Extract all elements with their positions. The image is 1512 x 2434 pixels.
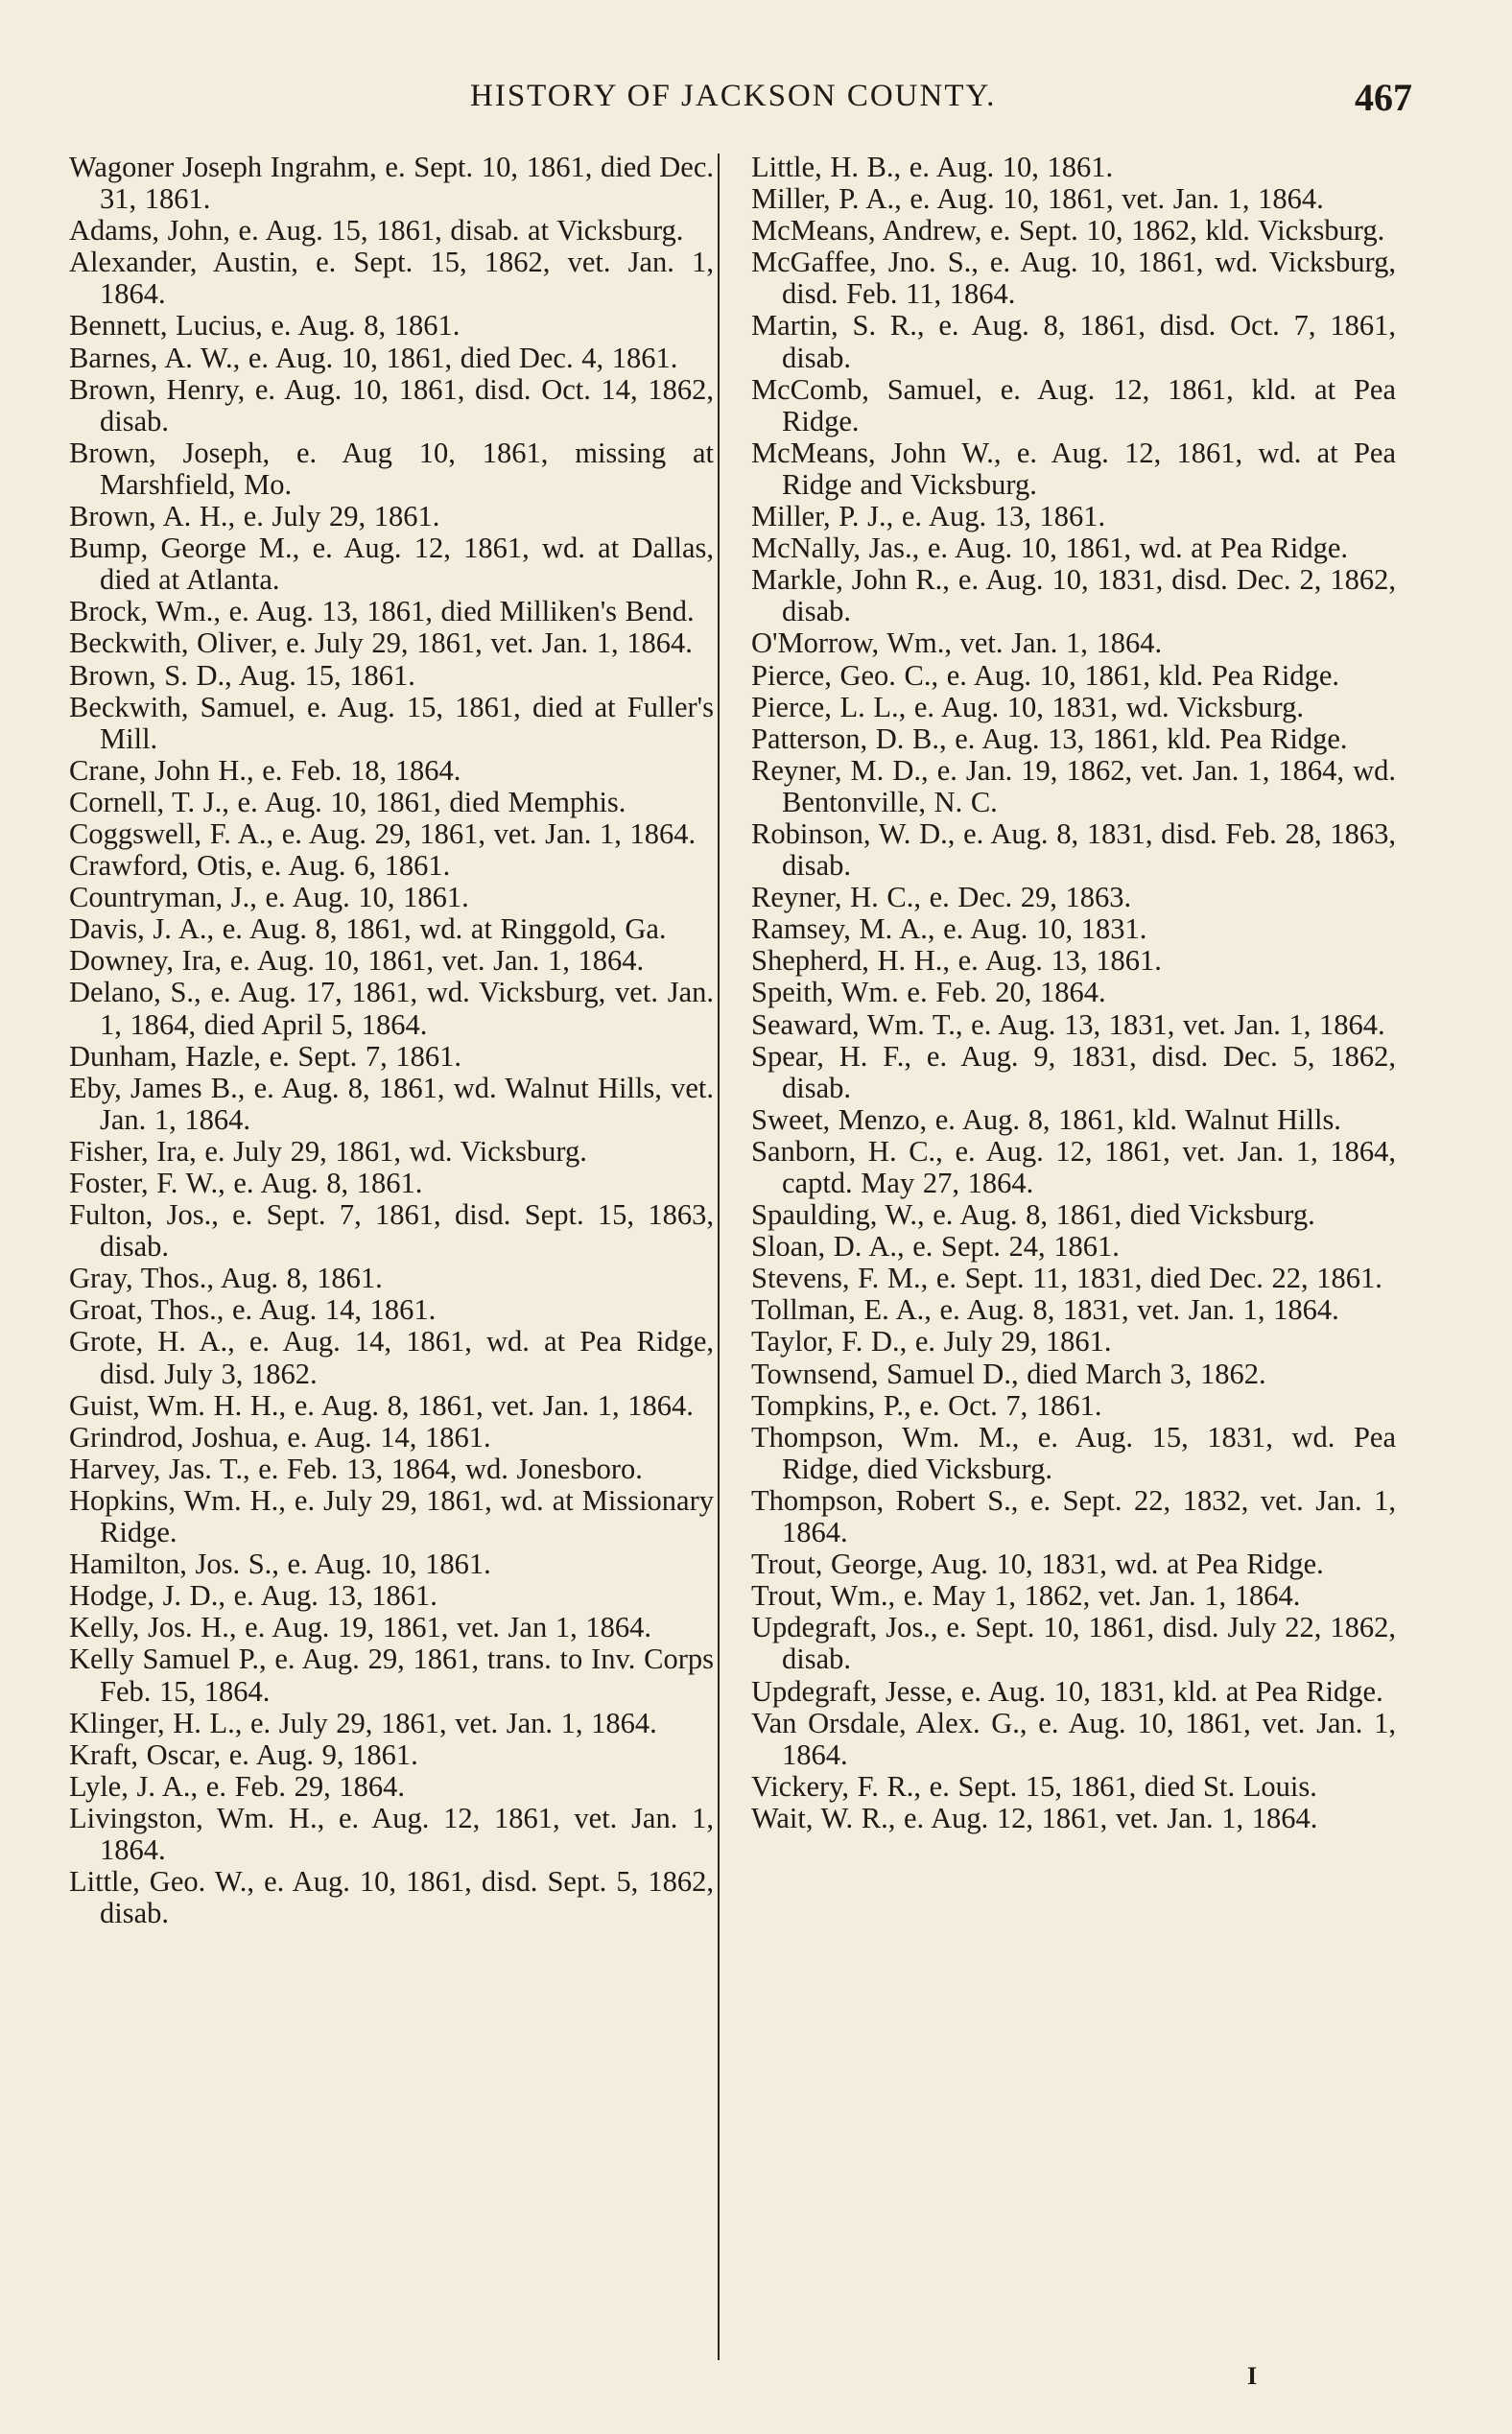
roster-entry: Updegraft, Jos., e. Sept. 10, 1861, disd. July 22, 1862, disab. [751, 1611, 1396, 1676]
roster-entry: Brown, S. D., Aug. 15, 1861. [69, 658, 415, 692]
roster-entry: Shepherd, H. H., e. Aug. 13, 1861. [751, 944, 1162, 978]
roster-entry: Brown, A. H., e. July 29, 1861. [69, 500, 440, 533]
roster-entry: Downey, Ira, e. Aug. 10, 1861, vet. Jan. 1, 1864. [69, 944, 645, 978]
roster-entry: Brown, Henry, e. Aug. 10, 1861, disd. Oct. 14, 1862, disab. [69, 372, 714, 437]
roster-entry: Vickery, F. R., e. Sept. 15, 1861, died St. Louis. [751, 1769, 1317, 1803]
column-divider [718, 154, 720, 2360]
roster-entry: Bennett, Lucius, e. Aug. 8, 1861. [69, 309, 461, 343]
roster-entry: Hodge, J. D., e. Aug. 13, 1861. [69, 1579, 437, 1613]
roster-entry: Sanborn, H. C., e. Aug. 12, 1861, vet. Jan. 1, 1864, captd. May 27, 1864. [751, 1134, 1396, 1199]
roster-entry: Beckwith, Oliver, e. July 29, 1861, vet. Jan. 1, 1864. [69, 626, 693, 660]
roster-entry: Updegraft, Jesse, e. Aug. 10, 1831, kld. at Pea Ridge. [751, 1674, 1383, 1708]
roster-entry: Thompson, Robert S., e. Sept. 22, 1832, vet. Jan. 1, 1864. [751, 1483, 1396, 1549]
left-column [69, 152, 714, 1929]
roster-entry: McMeans, Andrew, e. Sept. 10, 1862, kld. Vicksburg. [751, 214, 1385, 248]
roster-entry: Taylor, F. D., e. July 29, 1861. [751, 1325, 1112, 1359]
roster-entry: Grindrod, Joshua, e. Aug. 14, 1861. [69, 1420, 491, 1453]
roster-entry: Hopkins, Wm. H., e. July 29, 1861, wd. at Missionary Ridge. [69, 1483, 714, 1549]
roster-entry: Martin, S. R., e. Aug. 8, 1861, disd. Oct. 7, 1861, disab. [751, 309, 1396, 374]
roster-entry: Guist, Wm. H. H., e. Aug. 8, 1861, vet. Jan. 1, 1864. [69, 1388, 694, 1422]
roster-entry: Bump, George M., e. Aug. 12, 1861, wd. at Dallas, died at Atlanta. [69, 532, 714, 597]
roster-entry: Wait, W. R., e. Aug. 12, 1861, vet. Jan. 1, 1864. [751, 1801, 1318, 1834]
roster-entry: Speith, Wm. e. Feb. 20, 1864. [751, 976, 1106, 1009]
roster-entry: Sweet, Menzo, e. Aug. 8, 1861, kld. Walnut Hills. [751, 1102, 1341, 1136]
roster-entry: Robinson, W. D., e. Aug. 8, 1831, disd. Feb. 28, 1863, disab. [751, 816, 1396, 883]
roster-entry: Patterson, D. B., e. Aug. 13, 1861, kld. Pea Ridge. [751, 721, 1348, 755]
roster-entry: Stevens, F. M., e. Sept. 11, 1831, died Dec. 22, 1861. [751, 1262, 1382, 1295]
roster-entry: Ramsey, M. A., e. Aug. 10, 1831. [751, 912, 1147, 946]
roster-entry: McGaffee, Jno. S., e. Aug. 10, 1861, wd. Vicksburg, disd. Feb. 11, 1864. [751, 246, 1396, 311]
roster-entry: Thompson, Wm. M., e. Aug. 15, 1831, wd. Pea Ridge, died Vicksburg. [751, 1420, 1396, 1485]
roster-entry: Beckwith, Samuel, e. Aug. 15, 1861, died at Fuller's Mill. [69, 690, 714, 755]
roster-entry: Sloan, D. A., e. Sept. 24, 1861. [751, 1230, 1120, 1264]
roster-entry: Brock, Wm., e. Aug. 13, 1861, died Milliken's Bend. [69, 595, 695, 628]
roster-entry: O'Morrow, Wm., vet. Jan. 1, 1864. [751, 626, 1163, 660]
roster-entry: Davis, J. A., e. Aug. 8, 1861, wd. at Ringgold, Ga. [69, 912, 667, 946]
roster-entry: Reyner, M. D., e. Jan. 19, 1862, vet. Jan. 1, 1864, wd. Bentonville, N. C. [751, 753, 1396, 818]
roster-entry: Tollman, E. A., e. Aug. 8, 1831, vet. Jan. 1, 1864. [751, 1293, 1339, 1327]
roster-entry: Grote, H. A., e. Aug. 14, 1861, wd. at Pea Ridge, disd. July 3, 1862. [69, 1325, 714, 1390]
roster-entry: Crane, John H., e. Feb. 18, 1864. [69, 753, 461, 787]
roster-entry: Little, H. B., e. Aug. 10, 1861. [751, 151, 1114, 183]
roster-entry: Delano, S., e. Aug. 17, 1861, wd. Vicksburg, vet. Jan. 1, 1864, died April 5, 1864. [69, 976, 714, 1041]
roster-entry: Pierce, L. L., e. Aug. 10, 1831, wd. Vicksburg. [751, 690, 1305, 723]
roster-entry: Livingston, Wm. H., e. Aug. 12, 1861, vet. Jan. 1, 1864. [69, 1801, 714, 1866]
page-header [69, 75, 1412, 123]
page-number: 467 [1355, 76, 1412, 119]
roster-entry: Pierce, Geo. C., e. Aug. 10, 1861, kld. Pea Ridge. [751, 658, 1339, 692]
roster-entry: Coggswell, F. A., e. Aug. 29, 1861, vet. Jan. 1, 1864. [69, 816, 697, 850]
roster-entry: Alexander, Austin, e. Sept. 15, 1862, vet. Jan. 1, 1864. [69, 246, 714, 311]
roster-entry: Spaulding, W., e. Aug. 8, 1861, died Vicksburg. [751, 1198, 1315, 1232]
roster-entry: Barnes, A. W., e. Aug. 10, 1861, died Dec. 4, 1861. [69, 341, 678, 374]
signature-mark: I [1247, 2362, 1258, 2390]
roster-entry: Gray, Thos., Aug. 8, 1861. [69, 1262, 383, 1295]
roster-entry: Reyner, H. C., e. Dec. 29, 1863. [751, 881, 1132, 914]
roster-entry: Hamilton, Jos. S., e. Aug. 10, 1861. [69, 1548, 491, 1581]
roster-entry: Adams, John, e. Aug. 15, 1861, disab. at Vicksburg. [69, 214, 684, 248]
roster-entry: Fisher, Ira, e. July 29, 1861, wd. Vicksburg. [69, 1134, 587, 1168]
roster-entry: Lyle, J. A., e. Feb. 29, 1864. [69, 1769, 405, 1803]
roster-entry: Kraft, Oscar, e. Aug. 9, 1861. [69, 1737, 418, 1771]
roster-entry: Seaward, Wm. T., e. Aug. 13, 1831, vet. Jan. 1, 1864. [751, 1007, 1385, 1041]
roster-entry: McMeans, John W., e. Aug. 12, 1861, wd. at Pea Ridge and Vicksburg. [751, 436, 1396, 501]
roster-entry: Spear, H. F., e. Aug. 9, 1831, disd. Dec. 5, 1862, disab. [751, 1039, 1396, 1104]
roster-entry: Miller, P. J., e. Aug. 13, 1861. [751, 500, 1106, 533]
roster-entry: Trout, George, Aug. 10, 1831, wd. at Pea Ridge. [751, 1548, 1324, 1581]
roster-entry: Townsend, Samuel D., died March 3, 1862. [751, 1357, 1266, 1390]
roster-entry: Harvey, Jas. T., e. Feb. 13, 1864, wd. Jonesboro. [69, 1452, 643, 1485]
roster-entry: Klinger, H. L., e. July 29, 1861, vet. Jan. 1, 1864. [69, 1706, 657, 1739]
roster-entry: Tompkins, P., e. Oct. 7, 1861. [751, 1388, 1102, 1422]
roster-entry: McComb, Samuel, e. Aug. 12, 1861, kld. at Pea Ridge. [751, 372, 1396, 437]
roster-entry: Markle, John R., e. Aug. 10, 1831, disd. Dec. 2, 1862, disab. [751, 563, 1396, 628]
roster-entry: Van Orsdale, Alex. G., e. Aug. 10, 1861, vet. Jan. 1, 1864. [751, 1706, 1396, 1771]
roster-entry: Miller, P. A., e. Aug. 10, 1861, vet. Jan. 1, 1864. [751, 182, 1324, 216]
roster-entry: Crawford, Otis, e. Aug. 6, 1861. [69, 849, 451, 883]
roster-entry: Wagoner Joseph Ingrahm, e. Sept. 10, 1861, died Dec. 31, 1861. [69, 151, 714, 216]
roster-entry: Trout, Wm., e. May 1, 1862, vet. Jan. 1, 1864. [751, 1579, 1301, 1613]
roster-entry: Countryman, J., e. Aug. 10, 1861. [69, 881, 469, 914]
roster-entry: Eby, James B., e. Aug. 8, 1861, wd. Walnut Hills, vet. Jan. 1, 1864. [69, 1071, 714, 1136]
running-title: HISTORY OF JACKSON COUNTY. [470, 79, 997, 113]
roster-entry: Kelly, Jos. H., e. Aug. 19, 1861, vet. Jan 1, 1864. [69, 1611, 651, 1644]
roster-entry: Cornell, T. J., e. Aug. 10, 1861, died Memphis. [69, 785, 626, 818]
roster-entry: McNally, Jas., e. Aug. 10, 1861, wd. at Pea Ridge. [751, 532, 1349, 565]
roster-entry: Kelly Samuel P., e. Aug. 29, 1861, trans. to Inv. Corps Feb. 15, 1864. [69, 1642, 714, 1708]
right-column [751, 152, 1396, 1834]
roster-entry: Foster, F. W., e. Aug. 8, 1861. [69, 1167, 423, 1199]
roster-entry: Brown, Joseph, e. Aug 10, 1861, missing at Marshfield, Mo. [69, 436, 714, 501]
roster-entry: Groat, Thos., e. Aug. 14, 1861. [69, 1293, 437, 1327]
roster-entry: Fulton, Jos., e. Sept. 7, 1861, disd. Sept. 15, 1863, disab. [69, 1198, 714, 1264]
roster-entry: Little, Geo. W., e. Aug. 10, 1861, disd. Sept. 5, 1862, disab. [69, 1865, 714, 1930]
roster-entry: Dunham, Hazle, e. Sept. 7, 1861. [69, 1039, 462, 1073]
